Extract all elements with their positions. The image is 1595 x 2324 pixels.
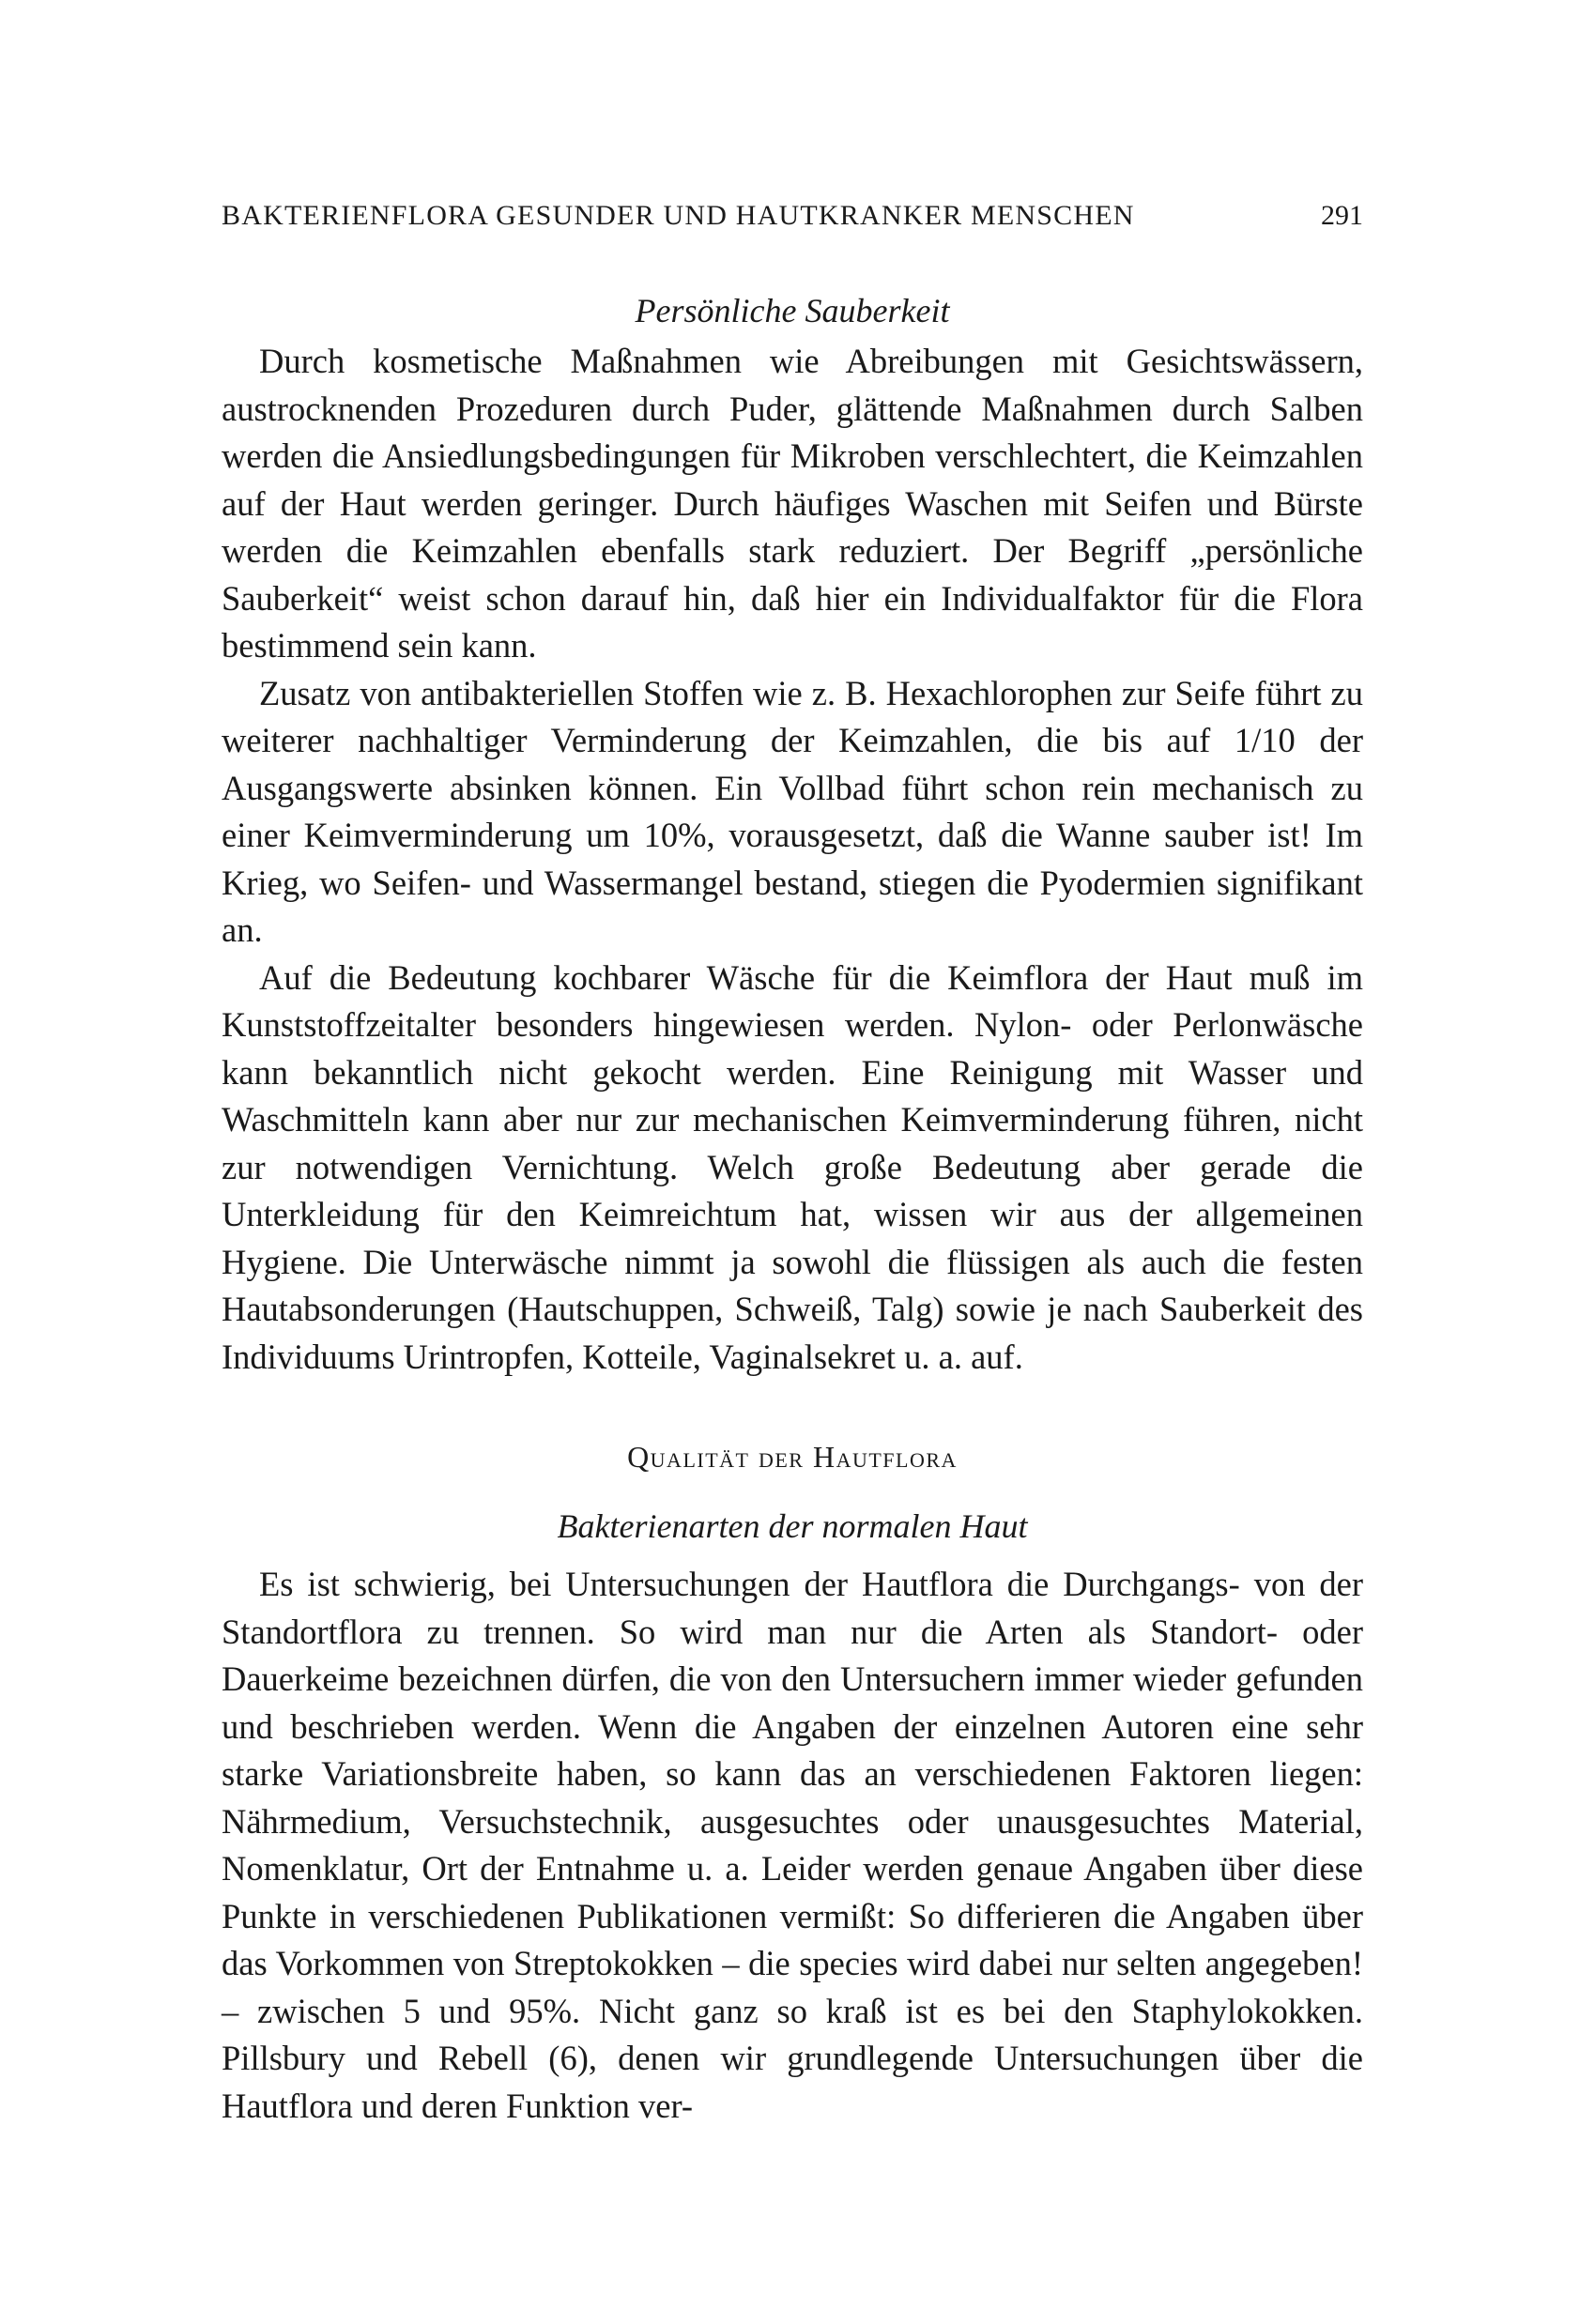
page-number: 291 (1321, 200, 1363, 231)
running-head-title: BAKTERIENFLORA GESUNDER UND HAUTKRANKER MENSCHEN (222, 200, 1135, 231)
paragraph: Es ist schwierig, bei Untersuchungen der Hautflora die Durchgangs- von der Standortflora zu trennen. So wird man nur die Arten als Standort- oder Dauerkeime bezeichnen dürfen, die von den Untersuchern immer wieder gefunden und beschrieben werden. Wenn die Angaben der einzelnen Autoren eine sehr starke Variationsbreite haben, so kann das an verschiedenen Faktoren liegen: Nährmedium, Versuchstechnik, ausgesuchtes oder unausgesuchtes Material, Nomenklatur, Ort der Entnahme u. a. Leider werden genaue Angaben über diese Punkte in verschiedenen Publikationen vermißt: So differieren die Angaben über das Vorkommen von Streptokokken – die species wird dabei nur selten angegeben! – zwischen 5 und 95%. Nicht ganz so kraß ist es bei den Staphylokokken. Pillsbury und Rebell (6), denen wir grundlegende Untersuchungen über die Hautflora und deren Funktion ver- (222, 1565, 1363, 2125)
paragraph: Durch kosmetische Maßnahmen wie Abreibungen mit Gesichtswässern, austrocknenden Prozeduren durch Puder, glättende Maßnahmen durch Salben werden die Ansiedlungsbedingungen für Mikroben verschlechtert, die Keimzahlen auf der Haut werden geringer. Durch häufiges Waschen mit Seifen und Bürste werden die Keimzahlen ebenfalls stark reduziert. Der Begriff „persönliche Sauberkeit“ weist schon darauf hin, daß hier ein Individualfaktor für die Flora bestimmend sein kann. (222, 342, 1363, 665)
subheading-bakterienarten: Bakterienarten der normalen Haut (557, 1507, 1028, 1545)
section-heading-persoenliche-sauberkeit: Persönliche Sauberkeit (635, 292, 950, 329)
page (222, 197, 1363, 2130)
paragraph: Zusatz von antibakteriellen Stoffen wie z. B. Hexachlorophen zur Seife führt zu weiterer nachhaltiger Verminderung der Keimzahlen, die bis auf 1/10 der Ausgangswerte absinken können. Ein Vollbad führt schon rein mechanisch zu einer Keimverminderung um 10%, vorausgesetzt, daß die Wanne sauber ist! Im Krieg, wo Seifen- und Wassermangel bestand, stiegen die Pyodermien signifikant an. (222, 673, 1363, 949)
running-head (222, 197, 1363, 235)
paragraph: Auf die Bedeutung kochbarer Wäsche für die Keimflora der Haut muß im Kunststoffzeitalter besonders hingewiesen werden. Nylon- oder Perlonwäsche kann bekanntlich nicht gekocht werden. Eine Reinigung mit Wasser und Waschmitteln kann aber nur zur mechanischen Keimverminderung führen, nicht zur notwendigen Vernichtung. Welch große Bedeutung aber gerade die Unterkleidung für den Keimreichtum hat, wissen wir aus der allgemeinen Hygiene. Die Unterwäsche nimmt ja sowohl die flüssigen als auch die festen Hautabsonderungen (Hautschuppen, Schweiß, Talg) sowie je nach Sauberkeit des Individuums Urintropfen, Kotteile, Vaginalsekret u. a. auf. (222, 957, 1363, 1376)
section-heading-qualitaet-der-hautflora: Qualität der Hautflora (627, 1440, 958, 1474)
